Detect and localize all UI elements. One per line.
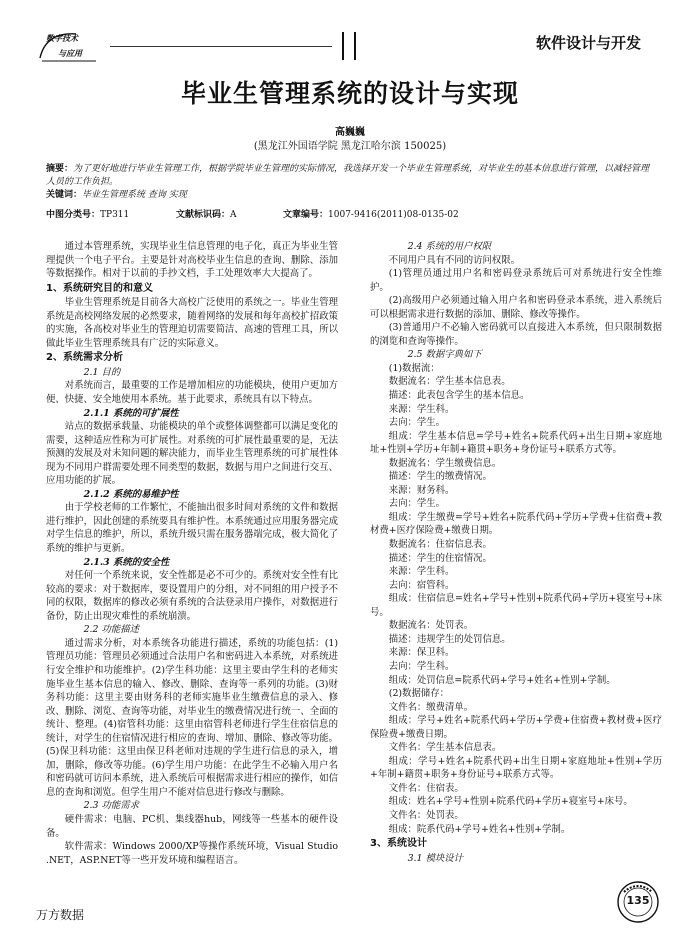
clc-label: 中图分类号： [46,210,101,220]
dataflow-4-name: 数据流名：处罚表。 [388,620,474,632]
keywords-text: 毕业生管理系统 查询 实现 [82,190,187,200]
document-code [176,207,237,220]
section-2-1-1-paragraph: 站点的数据承载量、功能模块的单个或整体调整都可以满足变化的需要，这种适应性称为可扩展性。对系统的可扩展性最重要的是，无法预测的发展及对未知问题的解决能力，而毕业生管理系统的可扩展性体现为不同用户群需要处理不同类型的数据，数据与用户之间进行交互、应用功能的扩展。 [46,421,338,487]
doc-code-value: A [230,210,237,220]
dataflow-1-dest: 去向：学生。 [388,417,446,429]
section-name: 软件设计与开发 [536,34,642,52]
dataflow-2-source: 来源：财务科。 [388,484,455,496]
section-2-1-3-paragraph: 对任何一个系统来说，安全性都是必不可少的。系统对安全性有比较高的要求：对于数据库，要设置用户的分组，对不同组的用户授予不同的权限，数据库的修改必须有系统的合法登录用户操作，对数据进行备份，防止出现灾难性的系统崩溃。 [46,570,338,622]
source-watermark: 万方数据 [36,908,85,922]
dataflow-2-desc: 描述：学生的缴费情况。 [388,471,492,483]
permission-advanced: (2)高级用户必须通过输入用户名和密码登录本系统，进入系统后可以根据需求进行数据的添加、删除、修改等操作。 [370,295,662,320]
right-column [370,240,662,865]
journal-logo [34,28,100,64]
permission-normal: (3)普通用户不必输入密码就可以直接进入本系统，但只限制数据的浏览和查询等操作。 [370,322,662,347]
storage-1-name: 文件名：缴费清单。 [388,701,474,713]
abstract-text: 为了更好地进行毕业生管理工作，根据学院毕业生管理的实际情况，我选择开发一个毕业生管理系统，对毕业生的基本信息进行管理，以减轻管理人员的工作负担。 [46,164,650,187]
section-2-2-paragraph: 通过需求分析，对本系统各功能进行描述，系统的功能包括：(1)管理员功能：管理员必须通过合法用户名和密码进入本系统，对系统进行安全维护和功能维护。(2)学生科功能：这里主要由学生科的老师实施毕业生基本信息的输入、修改、删除、查询等一系列的功能。(3)财务科功能：这里主要由财务科的老师实施毕业生缴费信息的录入、修改、删除、浏览、查询等功能，对毕业生的缴费情况进行统一、全面的统计、整理。(4)宿管科功能：这里由宿管科老师进行学生住宿信息的统计，对学生的住宿情况进行相应的查询、增加、删除、修改等功能。(5)保卫科功能：这里由保卫科老师对违规的学生进行信息的录入，增加，删除，修改等功能。(6)学生用户功能：在此学生不必输入用户名和密码就可访问本系统，进入系统后可根据需求进行相应的操作，如信息的查询和浏览。但学生用户不能对信息进行修改与删除。 [46,637,338,798]
article-no-value: 1007-9416(2011)08-0135-02 [328,210,459,220]
dataflow-1-composition: 组成：学生基本信息=学号+姓名+院系代码+出生日期+家庭地址+性别+学历+年制+籍贯+职务+身份证号+联系方式等。 [370,430,662,456]
dataflow-2-composition: 组成：学生缴费=学号+姓名+院系代码+学历+学费+住宿费+教材费+医疗保险费+缴费日期。 [370,511,662,537]
author-affiliation: (黑龙江外国语学院 黑龙江哈尔滨 150025) [253,141,447,152]
dataflow-4-desc: 描述：违规学生的处罚信息。 [388,633,511,645]
permission-admin: (1)管理员通过用户名和密码登录系统后可对系统进行安全性维护。 [370,268,662,293]
dataflow-3-dest: 去向：宿管科。 [388,579,455,591]
header-rule [110,46,332,47]
section-2-4-heading: 2.4 系统的用户权限 [407,241,492,252]
header-bars-decoration [338,32,360,60]
doc-code-label: 文献标识码： [176,210,231,220]
section-3-heading: 3、系统设计 [370,838,427,850]
section-2-5-heading: 2.5 数据字典如下 [407,349,482,361]
article-author: 高巍巍 [335,127,365,138]
section-2-1-3-heading: 2.1.3 系统的安全性 [83,556,170,568]
dataflow-1-source: 来源：学生科。 [388,403,455,415]
section-2-1-2-paragraph: 由于学校老师的工作繁忙，不能抽出很多时间对系统的文件和数据进行维护，因此创建的系统要具有维护性。本系统通过应用服务器完成对学生信息的维护，所以，系统升级只需在服务器端完成，极大简化了系统的维护与更新。 [46,502,338,555]
dataflow-1-name: 数据流名：学生基本信息表。 [388,376,511,388]
abstract-block [46,163,658,202]
section-2-1-1-heading: 2.1.1 系统的可扩展性 [83,407,179,419]
section-2-1-heading: 2.1 目的 [83,366,121,378]
storage-2-name: 文件名：学生基本信息表。 [388,742,502,754]
abstract-label: 摘要： [46,164,74,174]
permissions-intro: 不同用户具有不同的访问权限。 [388,254,521,266]
section-1-paragraph: 毕业生管理系统是目前各大高校广泛使用的系统之一。毕业生管理系统是高校网络发展的必然要求，随着网络的发展和每年高校扩招政策的实施，各高校对毕业生的管理迫切需要简洁、高速的管理工具，所以做此毕业生管理系统具有广泛的实际意义。 [46,297,338,349]
dataflow-2-name: 数据流名：学生缴费信息。 [388,457,502,469]
keywords-label: 关键词： [46,190,83,200]
intro-paragraph: 通过本管理系统，实现毕业生信息管理的电子化，真正为毕业生管理提供一个电子平台。主要是针对高校毕业生信息的查询、删除、添加等数据操作。相对于以前的手抄文档，手工处理效率大大提高了。 [46,241,338,280]
abstract [46,163,658,189]
storage-4-name: 文件名：处罚表。 [388,809,464,821]
section-1-heading: 1、系统研究目的和意义 [46,282,153,294]
storage-4-composition: 组成：院系代码+学号+姓名+性别+学制。 [388,823,571,835]
hardware-requirements: 硬件需求：电脑、PC机、集线器hub，网线等一些基本的硬件设备。 [46,813,338,839]
storage-2-composition: 组成：学号+姓名+院系代码+出生日期+家庭地址+性别+学历+年制+籍贯+职务+身份证号+联系方式等。 [370,755,662,781]
dataflow-3-composition: 组成：住宿信息=姓名+学号+性别+院系代码+学历+寝室号+床号。 [370,593,662,618]
section-2-2-heading: 2.2 功能描述 [83,624,139,636]
article-number [283,207,459,220]
section-2-3-heading: 2.3 功能需求 [83,800,139,812]
dataflow-3-name: 数据流名：住宿信息表。 [388,539,492,551]
left-column [46,240,338,867]
storage-label: (2)数据储存： [388,688,449,700]
dataflow-3-desc: 描述：学生的住宿情况。 [388,552,492,564]
storage-3-composition: 组成：姓名+学号+性别+院系代码+学历+寝室号+床号。 [388,796,633,808]
dataflow-3-source: 来源：学生科。 [388,566,455,578]
storage-3-name: 文件名：住宿表。 [388,782,464,794]
dataflow-4-composition: 组成：处罚信息=院系代码+学号+姓名+性别+学制。 [388,674,616,686]
dataflow-1-desc: 描述：此表包含学生的基本信息。 [388,390,530,402]
software-requirements: 软件需求：Windows 2000/XP等操作系统环境，Visual Studio .NET，ASP.NET等一些开发环境和编程语言。 [46,841,338,866]
section-2-heading: 2、系统需求分析 [46,352,123,364]
dataflow-label: (1)数据流： [388,362,440,374]
logo-text-line1: 数字技术 [46,33,78,43]
dataflow-2-dest: 去向：学生。 [388,498,446,510]
keywords [46,189,658,202]
section-3-1-heading: 3.1 模块设计 [407,852,463,864]
clc-value: TP311 [100,210,130,220]
dataflow-4-source: 来源：保卫科。 [388,647,455,659]
dataflow-4-dest: 去向：学生科。 [388,660,455,672]
section-2-1-paragraph: 对系统而言，最重要的工作是增加相应的功能模块，使用户更加方便、快捷、安全地使用本系统。基于此要求，系统具有以下特点。 [46,380,338,406]
logo-text-line2: 与应用 [58,48,82,58]
storage-1-composition: 组成：学号+姓名+院系代码+学历+学费+住宿费+教材费+医疗保险费+缴费日期。 [370,715,662,740]
clc-number [46,207,129,220]
article-no-label: 文章编号： [283,210,329,220]
article-title: 毕业生管理系统的设计与实现 [180,79,519,108]
section-2-1-2-heading: 2.1.2 系统的易维护性 [83,488,179,500]
page-number: 135 [626,894,650,907]
